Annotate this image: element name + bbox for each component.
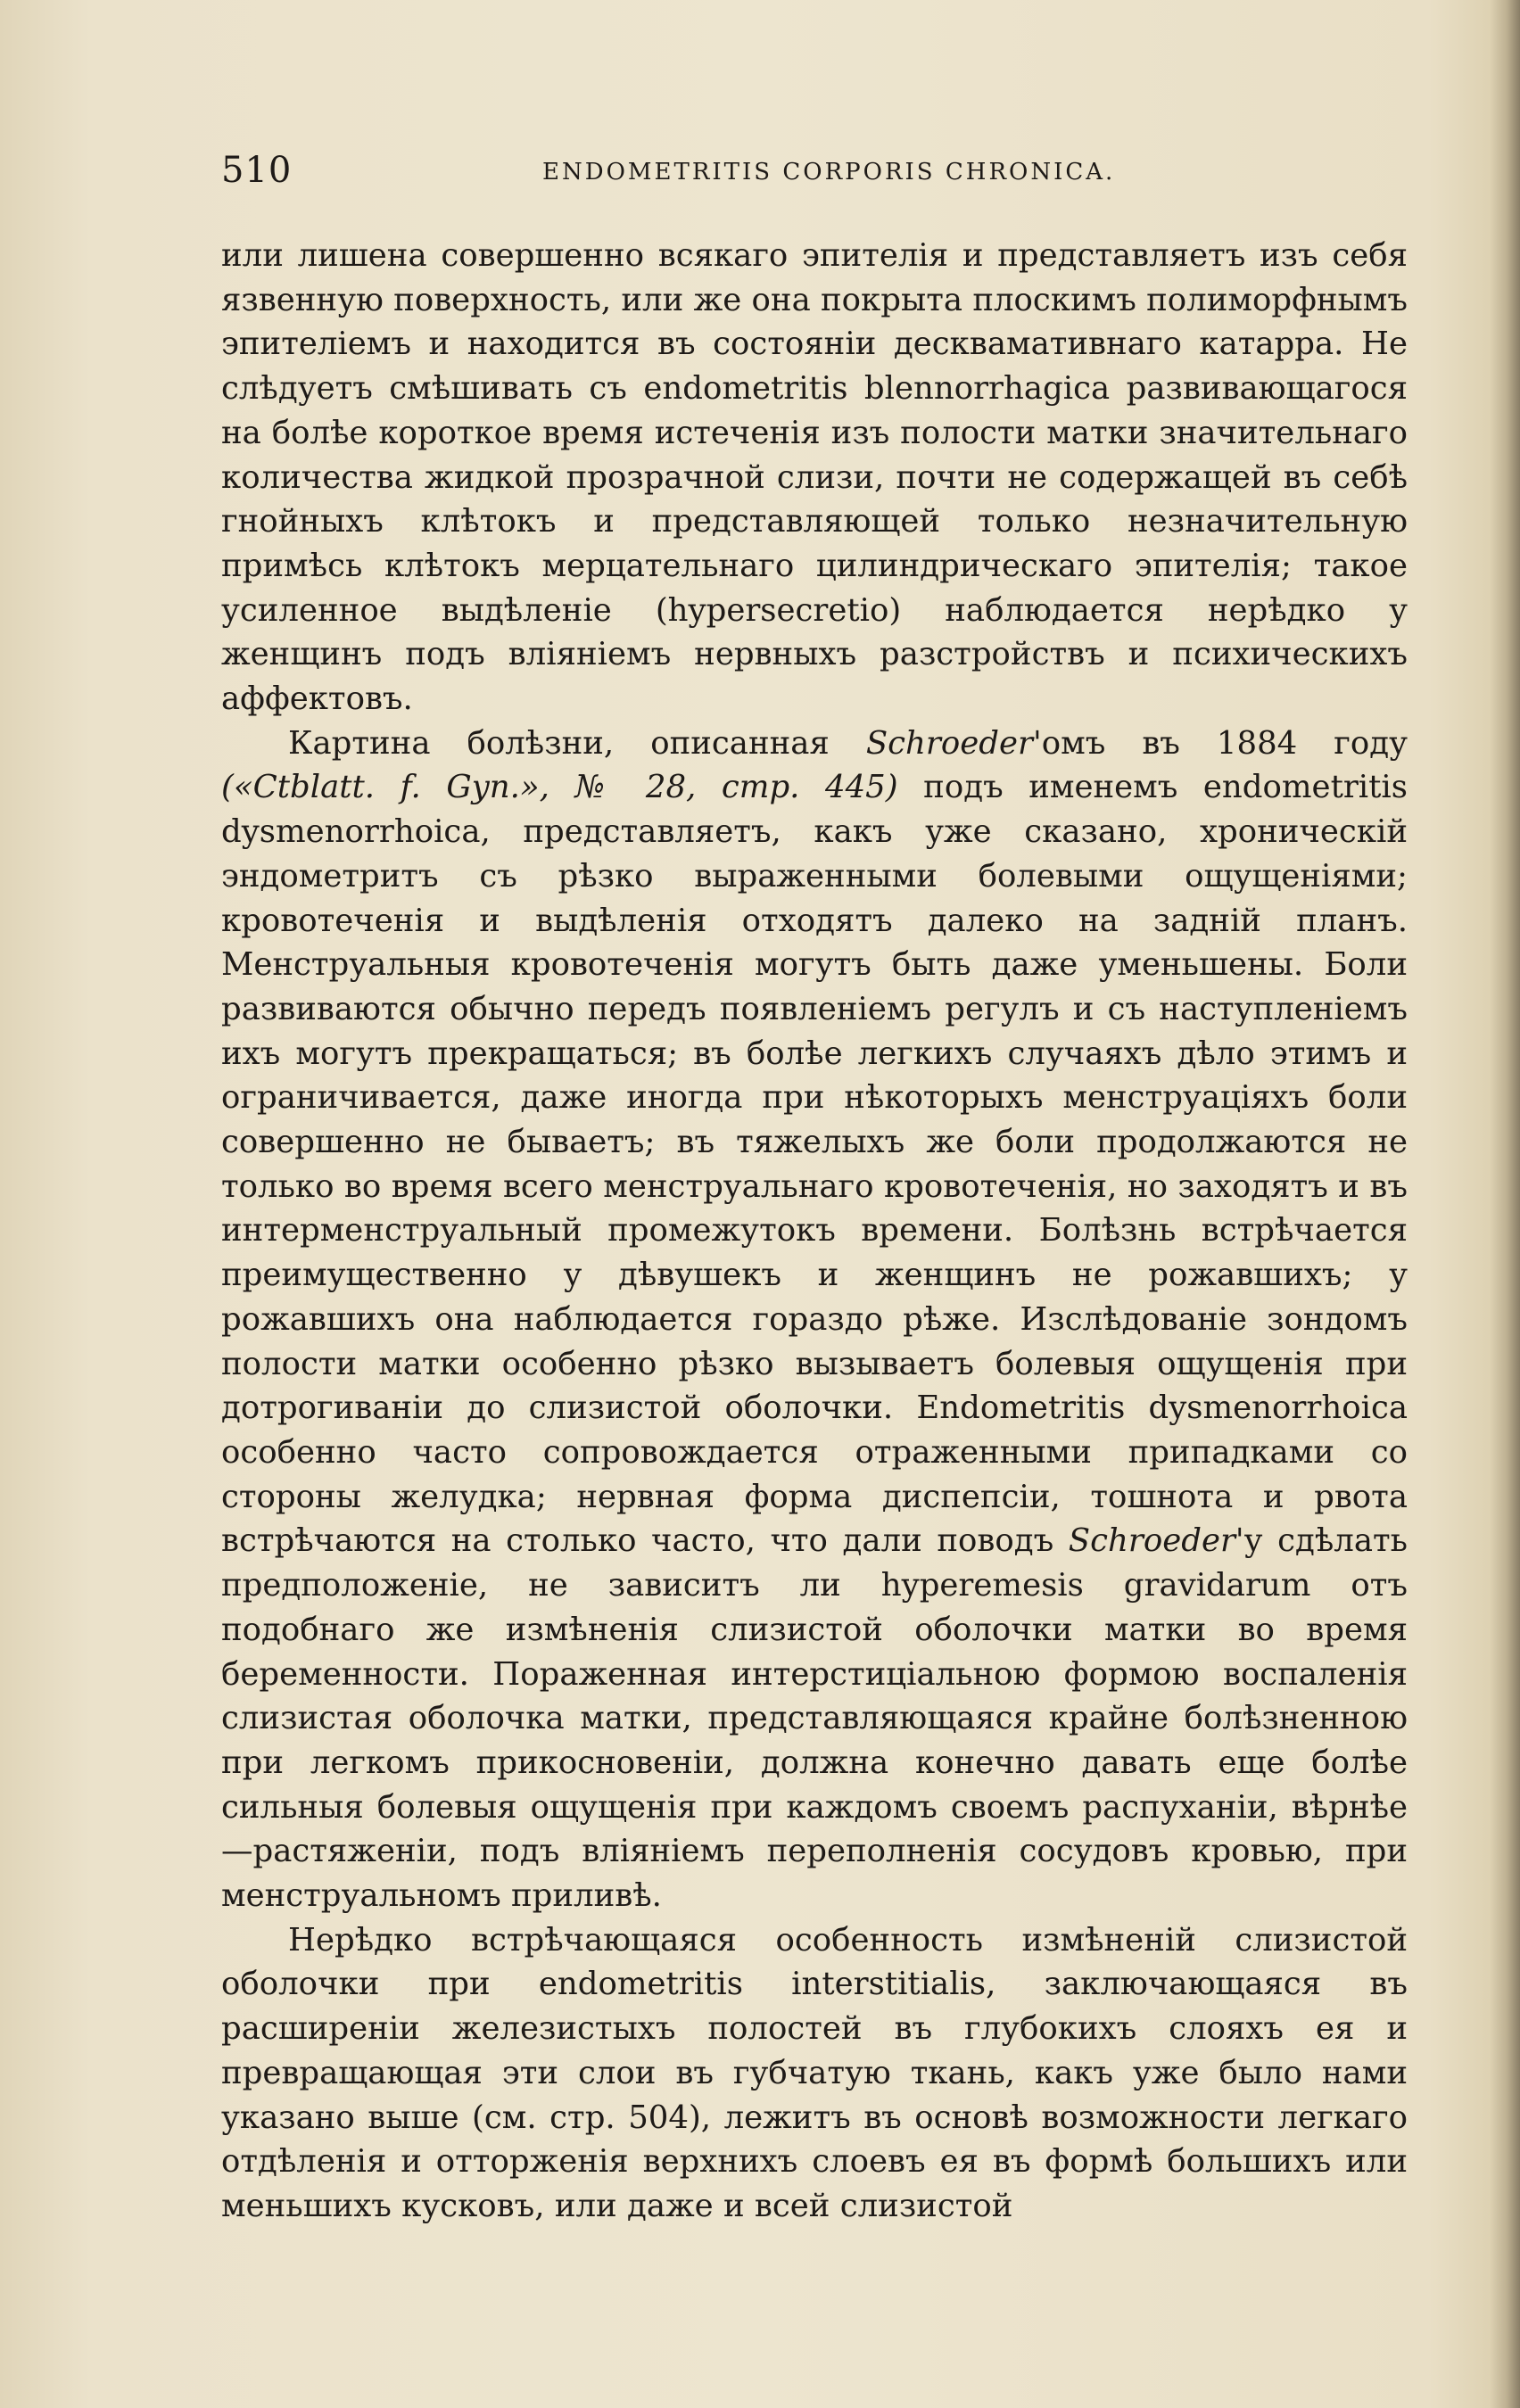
running-head: ENDOMETRITIS CORPORIS CHRONICA.	[542, 159, 1116, 186]
text-run: или лишена совершенно всякаго эпителія и представляетъ изъ себя язвенную поверхность, или же она покрыта плоскимъ полиморфнымъ эпителіемъ и находится въ состояніи десквамативнаго катарра. Не слѣдуетъ смѣшивать съ endometritis blennorrhagica развивающагося на болѣе короткое время истеченія изъ полости матки значительнаго количества жидкой прозрачной слизи, почти не содержащей въ себѣ гнойныхъ клѣтокъ и представляющей только незначительную примѣсь клѣтокъ мерцательнаго цилиндрическаго эпителія; такое усиленное выдѣленіе (hypersecretio) наблюдается нерѣдко у женщинъ подъ вліяніемъ нервныхъ разстройствъ и психическихъ аффектовъ.	[221, 237, 1408, 718]
body-text	[221, 234, 1408, 2229]
italic-text: Schroeder	[865, 724, 1033, 762]
paragraph	[221, 1918, 1408, 2229]
page-header	[221, 150, 1408, 203]
italic-text: («Ctblatt. f. Gyn.», № 28, стр. 445)	[221, 769, 898, 806]
paragraph	[221, 234, 1408, 722]
italic-text: Schroeder	[1068, 1522, 1235, 1560]
text-run: 'у сдѣлать предположеніе, не зависитъ ли hyperemesis gravidarum отъ подобнаго же измѣненія слизистой оболочки матки во время беременности. Пораженная интерстиціальною формою воспаленія слизистая оболочка матки, представляющаяся крайне болѣзненною при легкомъ прикосновеніи, должна конечно давать еще болѣе сильныя болевыя ощущенія при каждомъ своемъ распуханіи, вѣрнѣе—растяженіи, подъ вліяніемъ переполненія сосудовъ кровью, при менструальномъ приливѣ.	[221, 1522, 1408, 1915]
page-edge-shadow	[1490, 0, 1520, 2408]
page-number: 510	[221, 150, 293, 191]
text-run: Картина болѣзни, описанная	[288, 724, 866, 762]
text-run: подъ именемъ endometritis dysmenorrhoica, представляетъ, какъ уже сказано, хроническій эндометритъ съ рѣзко выраженными болевыми ощущеніями; кровотеченія и выдѣленія отходятъ далеко на задній планъ. Менструальныя кровотеченія могутъ быть даже уменьшены. Боли развиваются обычно передъ появленіемъ регулъ и съ наступленіемъ ихъ могутъ прекращаться; въ болѣе легкихъ случаяхъ дѣло этимъ и ограничивается, даже иногда при нѣкоторыхъ менструаціяхъ боли совершенно не бываетъ; въ тяжелыхъ же боли продолжаются не только во время всего менструальнаго кровотеченія, но заходятъ и въ интерменструальный промежутокъ времени. Болѣзнь встрѣчается преимущественно у дѣвушекъ и женщинъ не рожавшихъ; у рожавшихъ она наблюдается гораздо рѣже. Изслѣдованіе зондомъ полости матки особенно рѣзко вызываетъ болевыя ощущенія при дотрогиваніи до слизистой оболочки. Endometritis dysmenorrhoica особенно часто сопровождается отраженными припадками со стороны желудка; нервная форма диспепсіи, тошнота и рвота встрѣчаются на столько часто, что дали поводъ	[221, 769, 1408, 1560]
text-run: 'омъ въ 1884 году	[1032, 724, 1408, 762]
text-run: Нерѣдко встрѣчающаяся особенность измѣненій слизистой оболочки при endometritis interstitialis, заключающаяся въ расширеніи железистыхъ полостей въ глубокихъ слояхъ ея и превращающая эти слои въ губчатую ткань, какъ уже было нами указано выше (см. стр. 504), лежитъ въ основѣ возможности легкаго отдѣленія и отторженія верхнихъ слоевъ ея въ формѣ большихъ или меньшихъ кусковъ, или даже и всей слизистой	[221, 1921, 1408, 2224]
paragraph	[221, 722, 1408, 1918]
